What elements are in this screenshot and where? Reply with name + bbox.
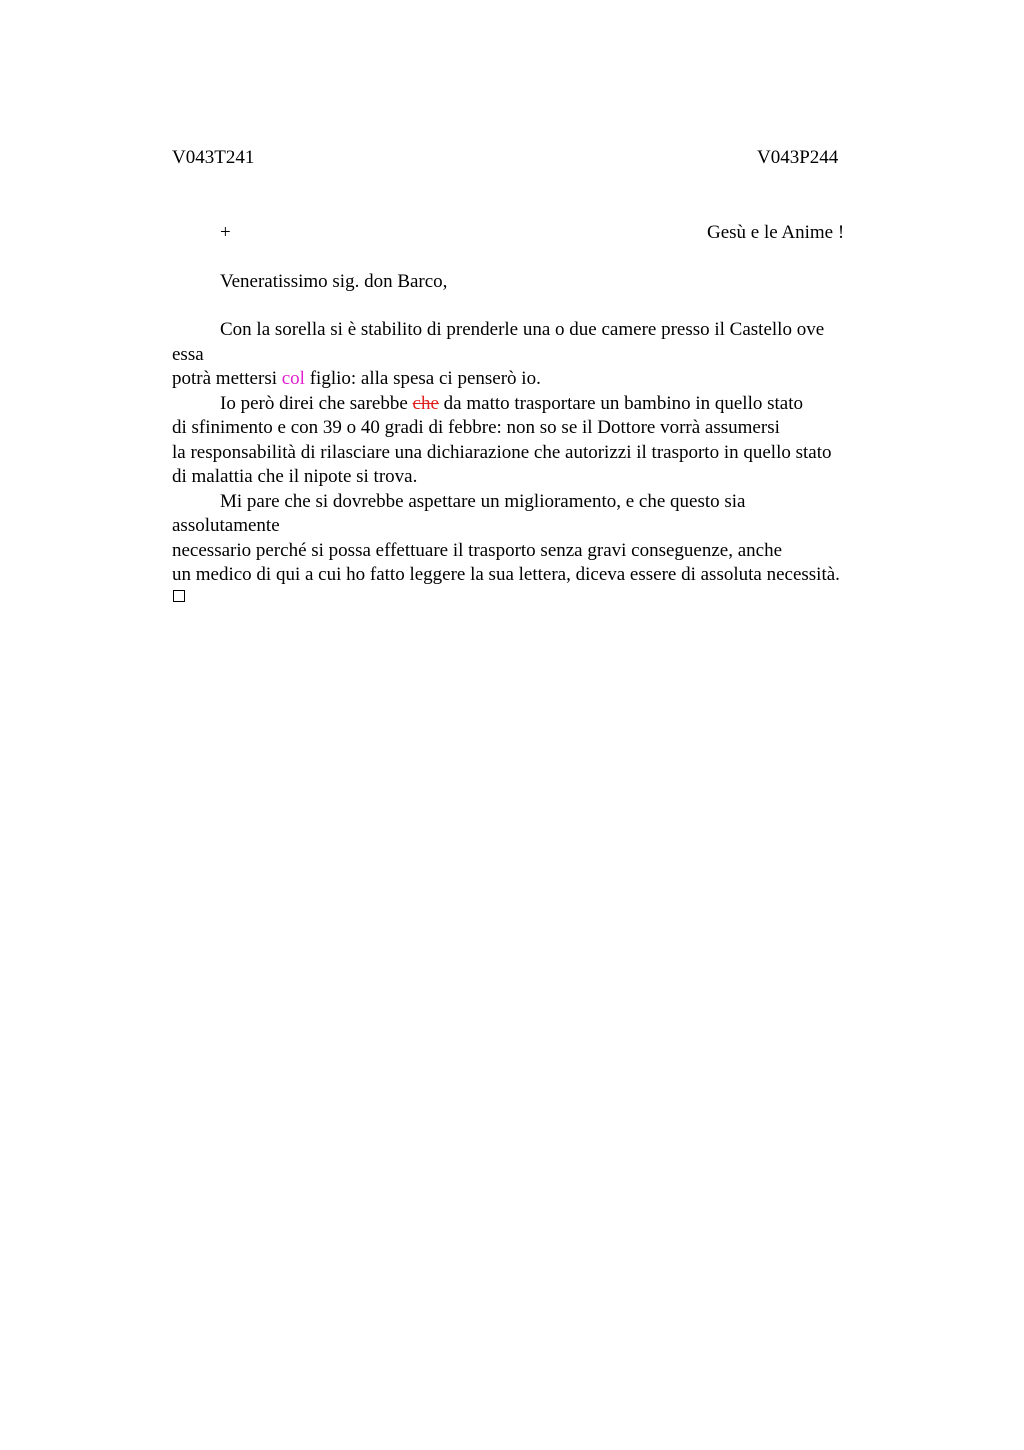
line-text: potrà mettersi bbox=[172, 368, 282, 389]
body-line bbox=[220, 392, 803, 417]
line-text: Io però direi che sarebbe bbox=[220, 393, 413, 414]
body-line: necessario perché si possa effettuare il trasporto senza gravi conseguenze, anche bbox=[172, 540, 783, 561]
body-line: Mi pare che si dovrebbe aspettare un miglioramento, e che questo sia bbox=[220, 491, 746, 512]
body-line: di malattia che il nipote si trova. bbox=[172, 466, 418, 487]
body-line: Con la sorella si è stabilito di prenderle una o due camere presso il Castello ove bbox=[220, 319, 825, 340]
cross-symbol: + bbox=[220, 222, 231, 243]
end-marker-box bbox=[173, 590, 185, 602]
line-text: figlio: alla spesa ci penserò io. bbox=[304, 368, 541, 389]
body-line: assolutamente bbox=[172, 515, 280, 536]
body-line: di sfinimento e con 39 o 40 gradi di febbre: non so se il Dottore vorrà assumersi bbox=[172, 417, 780, 438]
document-code-right: V043P244 bbox=[757, 147, 839, 168]
inserted-word: col bbox=[281, 368, 305, 389]
invocation-motto: Gesù e le Anime ! bbox=[707, 222, 845, 243]
body-line: la responsabilità di rilasciare una dichiarazione che autorizzi il trasporto in quello stato bbox=[172, 442, 832, 463]
body-line: essa bbox=[172, 344, 204, 365]
document-code-left: V043T241 bbox=[172, 147, 255, 168]
deleted-word: che bbox=[412, 393, 439, 414]
salutation: Veneratissimo sig. don Barco, bbox=[220, 271, 448, 292]
body-line bbox=[172, 367, 541, 392]
body-line: un medico di qui a cui ho fatto leggere la sua lettera, diceva essere di assoluta necessità. bbox=[172, 564, 840, 585]
line-text: da matto trasportare un bambino in quello stato bbox=[438, 393, 804, 414]
